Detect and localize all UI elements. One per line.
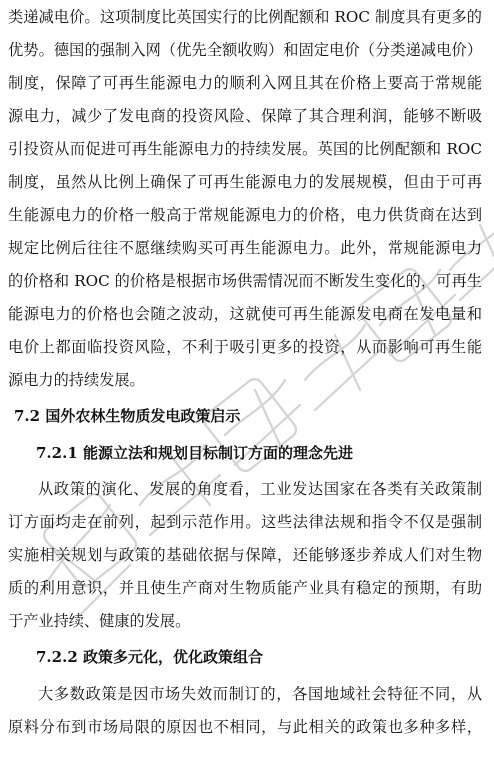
paragraph-line: 实施相关规划与政策的基础依据与保障，还能够逐步养成人们对生物 bbox=[8, 546, 482, 564]
paragraph-line: 大多数政策是因市场失效而制订的，各国地域社会特征不同，从 bbox=[38, 685, 482, 703]
paragraph-line: 于产业持续、健康的发展。 bbox=[8, 612, 191, 630]
paragraph-line: 规定比例后往往不愿继续购买可再生能源电力。此外，常规能源电力 bbox=[8, 239, 482, 257]
subsection-heading-7-2-2: 7.2.2 政策多元化，优化政策组合 bbox=[36, 648, 263, 666]
paragraph-line: 制度，虽然从比例上确保了可再生能源电力的发展规模，但由于可再 bbox=[8, 173, 482, 191]
paragraph-line: 的价格和 ROC 的价格是根据市场供需情况而不断发生变化的，可再生 bbox=[8, 272, 482, 290]
paragraph-line: 源电力的持续发展。 bbox=[8, 371, 145, 389]
paragraph-line: 从政策的演化、发展的角度看，工业发达国家在各类有关政策制 bbox=[38, 480, 482, 498]
paragraph-line: 类递减电价。这项制度比英国实行的比例配额和 ROC 制度具有更多的 bbox=[8, 8, 482, 26]
paragraph-line: 订方面均走在前列，起到示范作用。这些法律法规和指令不仅是强制 bbox=[8, 513, 482, 531]
paragraph-line: 能源电力的价格也会随之波动，这就使可再生能源发电商在发电量和 bbox=[8, 305, 482, 323]
subsection-heading-7-2-1: 7.2.1 能源立法和规划目标制订方面的理念先进 bbox=[36, 444, 353, 462]
paragraph-line: 电价上都面临投资风险，不利于吸引更多的投资，从而影响可再生能 bbox=[8, 338, 482, 356]
paragraph-line: 生能源电力的价格一般高于常规能源电力的价格，电力供货商在达到 bbox=[8, 206, 482, 224]
paragraph-line: 质的利用意识，并且使生产商对生物质能产业具有稳定的预期，有助 bbox=[8, 579, 482, 597]
paragraph-line: 优势。德国的强制入网（优先全额收购）和固定电价（分类递减电价） bbox=[8, 41, 482, 59]
paragraph-line: 引投资从而促进可再生能源电力的持续发展。英国的比例配额和 ROC bbox=[8, 140, 482, 158]
paragraph-line: 制度，保障了可再生能源电力的顺利入网且其在价格上要高于常规能 bbox=[8, 74, 482, 92]
paragraph-line: 源电力，减少了发电商的投资风险、保障了其合理利润，能够不断吸 bbox=[8, 107, 482, 125]
paragraph-line: 原料分布到市场局限的原因也不相同，与此相关的政策也多种多样， bbox=[8, 718, 482, 736]
section-heading-7-2: 7.2 国外农林生物质发电政策启示 bbox=[14, 407, 241, 425]
